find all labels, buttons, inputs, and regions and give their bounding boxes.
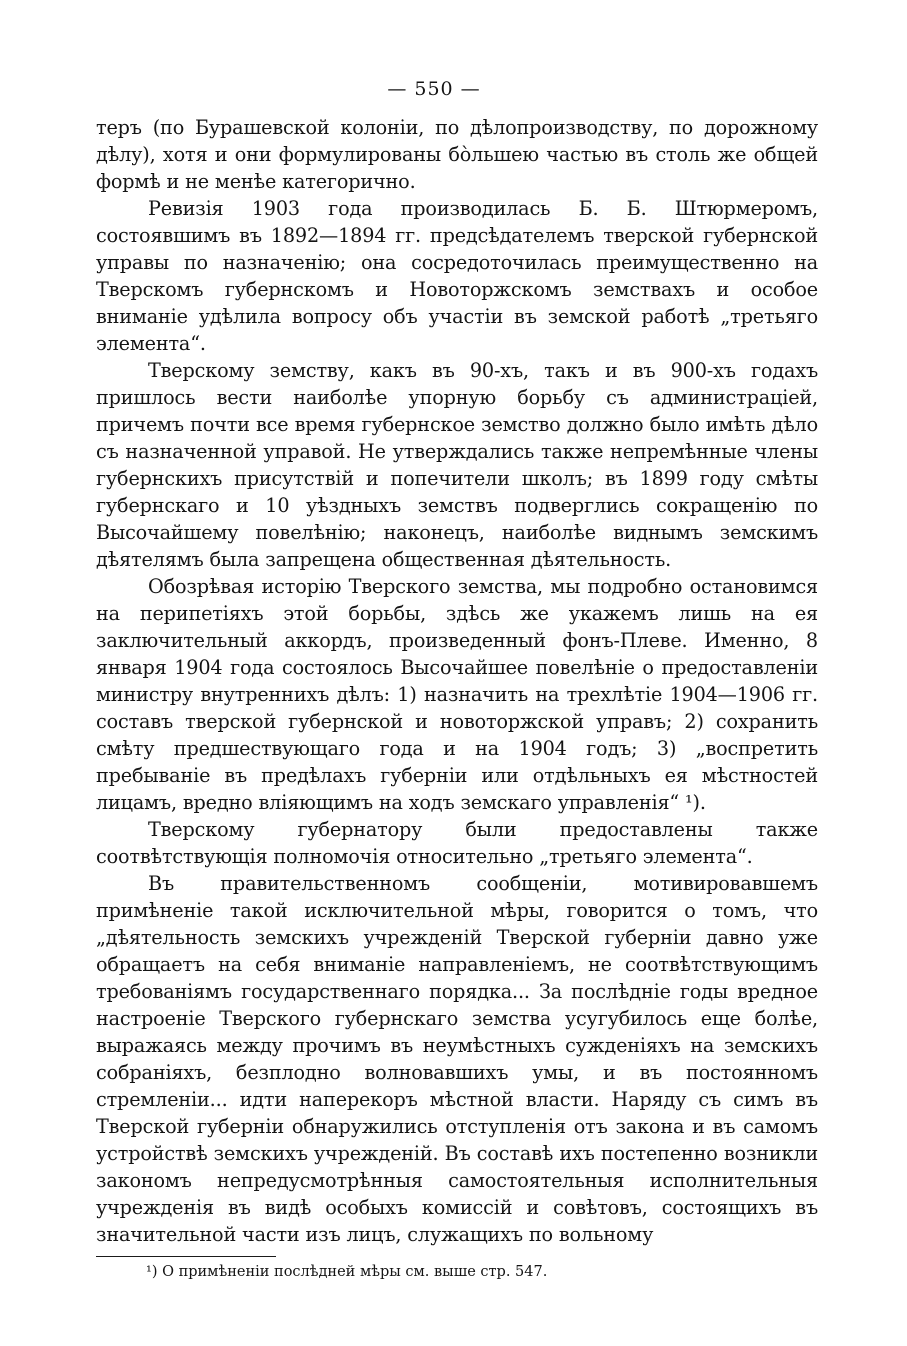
paragraph: Тверскому земству, какъ въ 90-хъ, такъ и въ 900-хъ годахъ пришлось вести наиболѣе упорную борьбу съ администраціей, причемъ почти все время губернское земство должно было имѣть дѣло съ назначенной управой. Не утверждались также непремѣнные члены губернскихъ присутствій и попечители школъ; въ 1899 году смѣты губернскаго и 10 уѣздныхъ земствъ подверглись сокращенію по Высочайшему повелѣнію; наконецъ, наиболѣе виднымъ земскимъ дѣятелямъ была запрещена общественная дѣятельность. [96, 359, 818, 571]
footnote-divider [96, 1256, 276, 1257]
paragraph: Ревизія 1903 года производилась Б. Б. Штюрмеромъ, состоявшимъ въ 1892—1894 гг. предсѣдателемъ тверской губернской управы по назначенію; она сосредоточилась преимущественно на Тверскомъ губернскомъ и Новоторжскомъ земствахъ и особое вниманіе удѣлила вопросу объ участіи въ земской работѣ „третьяго элемента“. [96, 197, 818, 355]
paragraph: Обозрѣвая исторію Тверского земства, мы подробно остановимся на перипетіяхъ этой борьбы, здѣсь же укажемъ лишь на ея заключительный аккордъ, произведенный фонъ-Плеве. Именно, 8 января 1904 года состоялось Высочайшее повелѣніе о предоставленіи министру внутреннихъ дѣлъ: 1) назначить на трехлѣтіе 1904—1906 гг. составъ тверской губернской и новоторжской управъ; 2) сохранить смѣту предшествующаго года и на 1904 годъ; 3) „воспретить пребываніе въ предѣлахъ губерніи или отдѣльныхъ ея мѣстностей лицамъ, вредно вліяющимъ на ходъ земскаго управленія“ ¹). [96, 575, 818, 814]
footnote: ¹) О примѣненіи послѣдней мѣры см. выше стр. 547. [146, 1264, 548, 1280]
paragraph: теръ (по Бурашевской колоніи, по дѣлопроизводству, по дорожному дѣлу), хотя и они формулированы бо̀льшею частью въ столь же общей формѣ и не менѣе категорично. [96, 116, 818, 193]
paragraph: Въ правительственномъ сообщеніи, мотивировавшемъ примѣненіе такой исключительной мѣры, говорится о томъ, что „дѣятельность земскихъ учрежденій Тверской губерніи давно уже обращаетъ на себя вниманіе направленіемъ, не соотвѣтствующимъ требованіямъ государственнаго порядка... За послѣдніе годы вредное настроеніе Тверского губернскаго земства усугубилось еще болѣе, выражаясь между прочимъ въ неумѣстныхъ сужденіяхъ на земскихъ собраніяхъ, безплодно волновавшихъ умы, и въ постоянномъ стремленіи... идти наперекоръ мѣстной власти. Наряду съ симъ въ Тверской губерніи обнаружились отступленія отъ закона и въ самомъ устройствѣ земскихъ учрежденій. Въ составѣ ихъ постепенно возникли закономъ непредусмотрѣнныя самостоятельныя исполнительныя учрежденія въ видѣ особыхъ комиссій и совѣтовъ, состоящихъ въ значительной части изъ лицъ, служащихъ по вольному [96, 872, 818, 1246]
body-text [96, 114, 818, 1248]
document-page [96, 78, 818, 1281]
page-number: — 550 — [387, 78, 481, 100]
paragraph: Тверскому губернатору были предоставлены также соотвѣтствующія полномочія относительно „третьяго элемента“. [96, 818, 818, 868]
